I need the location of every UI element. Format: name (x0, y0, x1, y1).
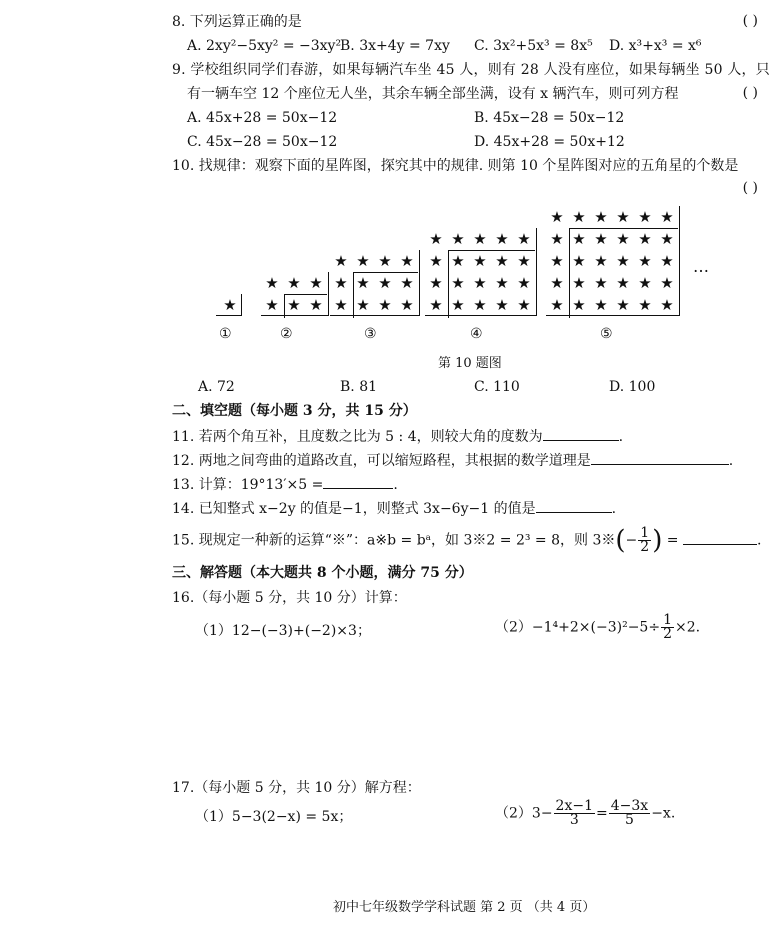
star-icon: ★ (572, 274, 586, 292)
star-icon: ★ (429, 252, 443, 270)
star-icon: ★ (451, 296, 465, 314)
star-icon: ★ (495, 230, 509, 248)
star-icon: ★ (400, 296, 414, 314)
star-icon: ★ (309, 274, 323, 292)
q11-text: 11. 若两个角互补，且度数之比为 5 : 4，则较大角的度数为 (172, 429, 543, 445)
q16-stem: 16.（每小题 5 分，共 10 分）计算： (172, 590, 407, 606)
star-icon: ★ (356, 252, 370, 270)
star-icon: ★ (616, 274, 630, 292)
star-icon: ★ (572, 208, 586, 226)
star-icon: ★ (334, 252, 348, 270)
star-icon: ★ (400, 274, 414, 292)
pattern-border-right (536, 228, 537, 316)
q15-eq: = (666, 532, 679, 549)
q10-figure-caption: 第 10 题图 (438, 356, 502, 371)
star-icon: ★ (594, 208, 608, 226)
q15-close-paren: ) (652, 525, 663, 556)
star-icon: ★ (356, 274, 370, 292)
q10-option-b: B. 81 (340, 379, 378, 395)
q14-end: . (611, 501, 617, 517)
star-icon: ★ (356, 296, 370, 314)
q15-end: . (756, 532, 762, 549)
star-icon: ★ (473, 230, 487, 248)
q15-open-paren: ( (615, 525, 626, 556)
star-icon: ★ (660, 274, 674, 292)
star-icon: ★ (473, 274, 487, 292)
star-icon: ★ (517, 296, 531, 314)
star-icon: ★ (451, 252, 465, 270)
pattern-border-bottom (425, 315, 537, 316)
q14-answer-blank[interactable] (536, 498, 612, 513)
star-icon: ★ (265, 274, 279, 292)
star-icon: ★ (223, 296, 237, 314)
star-icon: ★ (638, 274, 652, 292)
star-icon: ★ (638, 296, 652, 314)
q13-answer-blank[interactable] (323, 474, 393, 489)
star-icon: ★ (660, 208, 674, 226)
q17-part2-a: （2）3− (495, 805, 553, 822)
q16-part2 (495, 614, 700, 641)
pattern-border-right (679, 206, 680, 316)
pattern-label: ⑤ (600, 326, 613, 342)
pattern-border-right (328, 272, 329, 316)
pattern-corner-mark (448, 250, 535, 318)
star-icon: ★ (495, 274, 509, 292)
q14-text: 14. 已知整式 x−2y 的值是−1，则整式 3x−6y−1 的值是 (172, 501, 536, 517)
star-icon: ★ (429, 274, 443, 292)
star-icon: ★ (660, 252, 674, 270)
q14 (172, 498, 616, 518)
star-icon: ★ (495, 252, 509, 270)
star-icon: ★ (660, 296, 674, 314)
star-icon: ★ (473, 252, 487, 270)
pattern-label: ② (280, 326, 293, 342)
q15-frac-num: 1 (640, 525, 650, 541)
star-icon: ★ (429, 296, 443, 314)
q17-fraction-1 (554, 800, 595, 827)
star-icon: ★ (594, 252, 608, 270)
q17-f2-den: 5 (625, 812, 634, 828)
star-icon: ★ (572, 230, 586, 248)
q9-stem-line2: 有一辆车空 12 个座位无人坐，其余车辆全部坐满，设有 x 辆汽车，则可列方程 (187, 86, 679, 102)
ellipsis: … (693, 257, 709, 276)
pattern-label: ① (219, 326, 232, 342)
star-icon: ★ (451, 230, 465, 248)
q9-option-a: A. 45x+28 = 50x−12 (187, 110, 338, 126)
pattern-border-right (241, 294, 242, 316)
q16-fraction (661, 614, 674, 641)
section2-title: 二、填空题（每小题 3 分，共 15 分） (172, 403, 417, 419)
q9-stem-line1: 9. 学校组织同学们春游，如果每辆汽车坐 45 人，则有 28 人没有座位，如果每辆坐 50 人，只 (172, 62, 770, 78)
q16-part2-b: ×2. (675, 619, 701, 636)
star-icon: ★ (378, 274, 392, 292)
q15-text: 15. 现规定一种新的运算“※”：a※b = bᵃ，如 3※2 = 2³ = 8，则 3※ (172, 532, 616, 549)
q13-text: 13. 计算：19°13′×5 = (172, 477, 324, 493)
star-icon: ★ (495, 296, 509, 314)
star-icon: ★ (309, 296, 323, 314)
q10-stem: 10. 找规律：观察下面的星阵图，探究其中的规律. 则第 10 个星阵图对应的五角星的个数是 (172, 158, 739, 174)
star-icon: ★ (265, 296, 279, 314)
star-icon: ★ (550, 230, 564, 248)
star-icon: ★ (638, 252, 652, 270)
star-icon: ★ (616, 230, 630, 248)
star-icon: ★ (378, 296, 392, 314)
q8-option-b: B. 3x+4y = 7xy (340, 38, 450, 54)
pattern-corner-mark (284, 294, 327, 318)
star-icon: ★ (594, 274, 608, 292)
pattern-border-bottom (216, 315, 242, 316)
star-icon: ★ (594, 296, 608, 314)
q9-answer-paren: ( ) (742, 85, 758, 101)
pattern-corner-mark (569, 228, 678, 318)
pattern-border-bottom (261, 315, 329, 316)
q11-answer-blank[interactable] (543, 426, 619, 441)
q9-option-b: B. 45x−28 = 50x−12 (474, 110, 625, 126)
star-icon: ★ (572, 252, 586, 270)
star-icon: ★ (429, 230, 443, 248)
q17-f2-num: 4−3x (610, 798, 649, 814)
q17-part2-b: −x. (651, 805, 676, 822)
q15-frac-den: 2 (640, 539, 650, 555)
q15-minus: − (625, 532, 638, 549)
pattern-label: ③ (364, 326, 377, 342)
star-icon: ★ (287, 274, 301, 292)
q10-option-d: D. 100 (609, 379, 656, 395)
star-icon: ★ (287, 296, 301, 314)
q17-part1: （1）5−3(2−x) = 5x； (195, 809, 353, 825)
star-icon: ★ (451, 274, 465, 292)
q17-part2 (495, 800, 675, 827)
star-icon: ★ (616, 208, 630, 226)
q11-end: . (618, 429, 624, 445)
q17-eq: = (596, 805, 608, 822)
star-icon: ★ (594, 230, 608, 248)
q13-end: . (393, 477, 398, 493)
pattern-border-bottom (330, 315, 420, 316)
page-footer: 初中七年级数学学科试题 第 2 页 （共 4 页） (333, 900, 596, 915)
pattern-corner-mark (353, 272, 418, 318)
star-icon: ★ (616, 296, 630, 314)
star-icon: ★ (638, 230, 652, 248)
star-icon: ★ (550, 208, 564, 226)
star-icon: ★ (334, 274, 348, 292)
star-icon: ★ (334, 296, 348, 314)
star-icon: ★ (638, 208, 652, 226)
pattern-border-right (419, 250, 420, 316)
q16-frac-den: 2 (663, 626, 672, 642)
pattern-label: ④ (470, 326, 483, 342)
q16-part1: （1）12−(−3)+(−2)×3； (195, 623, 371, 639)
pattern-border-bottom (546, 315, 680, 316)
q12-end: . (728, 453, 734, 469)
q8-stem: 8. 下列运算正确的是 (172, 14, 302, 30)
star-icon: ★ (517, 274, 531, 292)
q9-option-c: C. 45x−28 = 50x−12 (187, 134, 338, 150)
q17-stem: 17.（每小题 5 分，共 10 分）解方程： (172, 780, 421, 796)
star-icon: ★ (517, 252, 531, 270)
star-icon: ★ (400, 252, 414, 270)
star-icon: ★ (550, 252, 564, 270)
section3-title: 三、解答题（本大题共 8 个小题，满分 75 分） (172, 565, 473, 581)
q15-fraction (638, 527, 651, 554)
q17-fraction-2 (609, 800, 650, 827)
star-icon: ★ (550, 274, 564, 292)
q8-option-c: C. 3x²+5x³ = 8x⁵ (474, 38, 593, 54)
star-icon: ★ (660, 230, 674, 248)
q12-answer-blank[interactable] (591, 450, 729, 465)
q15 (172, 527, 761, 554)
q8-answer-paren: ( ) (742, 13, 758, 29)
q9-option-d: D. 45x+28 = 50x+12 (474, 134, 625, 150)
q12-text: 12. 两地之间弯曲的道路改直，可以缩短路程，其根据的数学道理是 (172, 453, 591, 469)
q12 (172, 450, 733, 470)
q11 (172, 426, 623, 446)
q10-option-c: C. 110 (474, 379, 520, 395)
star-icon: ★ (378, 252, 392, 270)
q16-frac-num: 1 (663, 612, 672, 628)
q8-option-d: D. x³+x³ = x⁶ (609, 38, 702, 54)
q13 (172, 474, 398, 494)
star-icon: ★ (572, 296, 586, 314)
star-icon: ★ (616, 252, 630, 270)
q17-f1-den: 3 (569, 812, 579, 828)
star-icon: ★ (473, 296, 487, 314)
q10-answer-paren: ( ) (742, 180, 758, 196)
q8-option-a: A. 2xy²−5xy² = −3xy² (187, 38, 342, 54)
star-icon: ★ (517, 230, 531, 248)
q10-option-a: A. 72 (198, 379, 235, 395)
star-icon: ★ (550, 296, 564, 314)
q17-f1-num: 2x−1 (555, 798, 593, 814)
q16-part2-a: （2）−1⁴+2×(−3)²−5÷ (495, 619, 661, 636)
q15-answer-blank[interactable] (683, 530, 757, 545)
